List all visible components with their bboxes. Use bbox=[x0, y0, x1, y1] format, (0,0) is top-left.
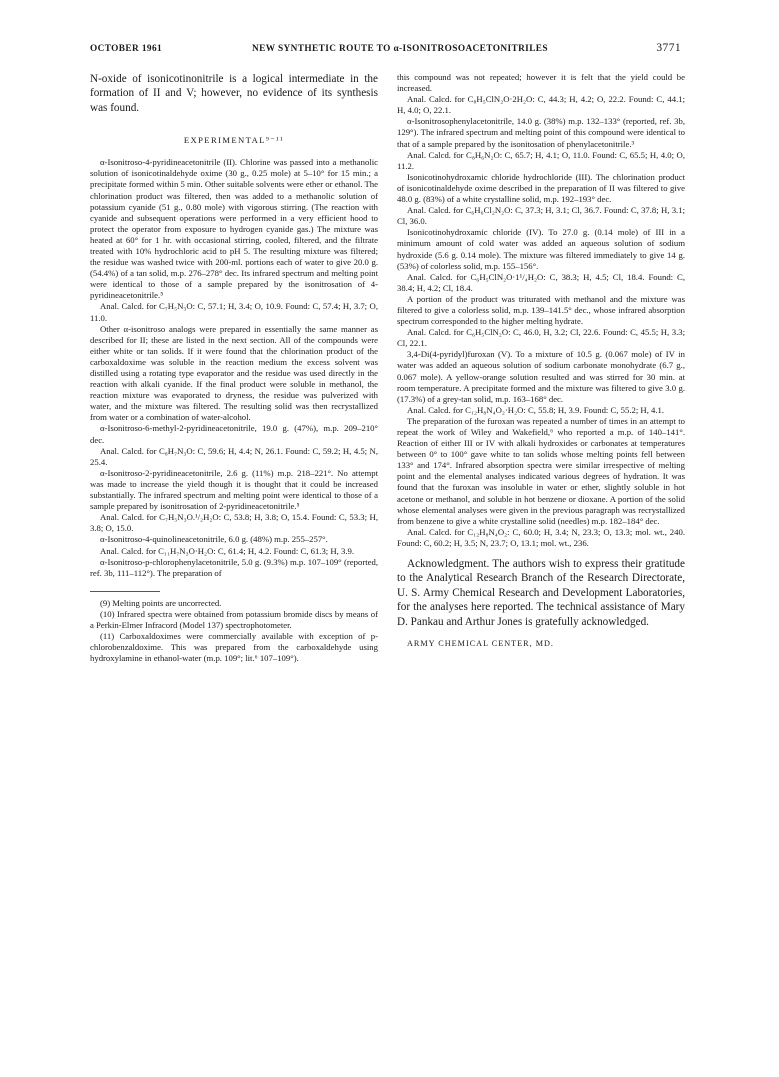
header-title: NEW SYNTHETIC ROUTE TO α-ISONITROSOACETONITRILES bbox=[252, 44, 548, 54]
intro-paragraph: N-oxide of isonicotinonitrile is a logical intermediate in the formation of II and V; however, no evidence of its synthesis was found. bbox=[90, 73, 378, 114]
paragraph: Other α-isonitroso analogs were prepared in essentially the same manner as described for II; these are listed in the next section. All of the compounds were either white or tan solids. If it were found that the chlorination product of the carboxaldoxime was soluble in the reaction medium the excess solvent was distilled using a rotating type evaporator and the residue was used directly in the reaction with alkali cyanide. If the final product were soluble in methanol, the reaction mixture was evaporated to dryness, the residue was pulverized with water, and the mixture was filtered. The resulting solid was then recrystallized from water or a combination of water-alcohol. bbox=[90, 323, 378, 423]
paragraph: The preparation of the furoxan was repeated a number of times in an attempt to repeat the work of Wiley and Wakefield,⁶ who reported a m.p. of 140–141°. Reaction of either III or IV with alkali hydroxides or carbonates at temperatures between 0° to 100° gave white to tan solids whose melting points fell between 133° and 174°. Infrared absorption spectra were similar irrespective of melting point and the elemental analyses indicated various degrees of hydration. It was found that the furoxan was insoluble in water or ether, slightly soluble in hot acetone or methanol, and soluble in hot benzene or dioxane. A portion of the solid whose elemental analyses were given in the previous paragraph was recrystallized from benzene to give a white crystalline solid (needles) m.p. 182–184° dec. bbox=[397, 415, 685, 526]
paragraph: Anal. Calcd. for C₆H₅ClN₂O: C, 46.0, H, 3.2; Cl, 22.6. Found: C, 45.5; H, 3.3; Cl, 22.1. bbox=[397, 327, 685, 349]
section-heading: EXPERIMENTAL⁹⁻¹¹ bbox=[183, 135, 285, 146]
running-header bbox=[90, 42, 681, 58]
left-column bbox=[90, 72, 378, 664]
footnote: (9) Melting points are uncorrected. bbox=[100, 597, 222, 608]
footnote-rule bbox=[90, 591, 160, 592]
paragraph: Anal. Calcd. for C₁₂H₈N₄O₂: C, 60.0; H, 3.4; N, 23.3; O, 13.3; mol. wt., 240. Found: C, 60.2; H, 3.5; N, 23.7; O, 13.1; mol. wt., 236. bbox=[397, 526, 685, 548]
paragraph: Anal. Calcd. for C₈H₅ClN₂O·2H₂O: C, 44.3; H, 4.2; O, 22.2. Found: C, 44.1; H, 4.0; O, 22.1. bbox=[397, 94, 685, 116]
paragraph: Isonicotinohydroxamic chloride (IV). To 27.0 g. (0.14 mole) of III in a minimum amount of cold water was added an aqueous solution of sodium hydroxide (5.6 g. 0.14 mole). The mixture was filtered immediately to give 14 g. (53%) of colorless solid, m.p. 155–156°. bbox=[397, 227, 685, 271]
page-number: 3771 bbox=[656, 42, 681, 54]
affiliation: ARMY CHEMICAL CENTER, MD. bbox=[407, 639, 554, 649]
paragraph: α-Isonitroso-4-pyridineacetonitrile (II). Chlorine was passed into a methanolic solution of isonicotinaldehyde oxime (30 g., 0.25 mole) at 5–10° for 15 min.; a precipitate formed within 5 min. Other suitable solvents were ether or ethanol. The chlorination product was filtered, then was added to a methanolic solution of potassium cyanide (51 g., 0.80 mole) with vigorous stirring. (The reaction with cyanide and subsequent operations were performed in a very efficient hood to protect the operator from exposure to hydrogen cyanide gas.) The mixture was heated at 60° for 1 hr. with occasional stirring, cooled, filtered, and the filtrate treated with 10% hydrochloric acid to pH 5. The resulting mixture was filtered; the residue was washed twice with 200-ml. portions each of water to give 20.0 g. (54.4%) of a tan solid, m.p. 276–278° dec. Its infrared spectrum and melting point were identical to those of a sample prepared by the isonitrosation of 4-pyridineacetonitrile.⁵ bbox=[90, 157, 378, 301]
acknowledgment: Acknowledgment. The authors wish to express their gratitude to the Analytical Research Branch of the Research Directorate, U. S. Army Chemical Research and Development Laboratories, for the analyses here reported. The technical assistance of Mary D. Pankau and Arthur Jones is gratefully acknowledged. bbox=[397, 558, 685, 628]
paragraph: this compound was not repeated; however it is felt that the yield could be increased. bbox=[397, 72, 685, 94]
header-date: OCTOBER 1961 bbox=[90, 44, 163, 54]
paragraph: Anal. Calcd. for C₁₂H₈N₄O₂·H₂O: C, 55.8; H, 3.9. Found: C, 55.2; H, 4.1. bbox=[407, 404, 665, 415]
paragraph: Anal. Calcd. for C₇H₅N₃O: C, 57.1; H, 3.4; O, 10.9. Found: C, 57.4; H, 3.7; O, 11.0. bbox=[90, 301, 378, 323]
footnote: (10) Infrared spectra were obtained from potassium bromide discs by means of a Perkin-Elmer Infracord (Model 137) spectrophotometer. bbox=[90, 608, 378, 630]
paragraph: α-Isonitroso-2-pyridineacetonitrile, 2.6 g. (11%) m.p. 218–221°. No attempt was made to increase the yield though it is thought that it could be increased substantially. The infrared spectrum and melting point were identical to those of a sample prepared by isonitrosation of 2-pyridineacetonitrile.⁵ bbox=[90, 467, 378, 512]
paragraph: A portion of the product was triturated with methanol and the mixture was filtered to give a colorless solid, m.p. 139–141.5° dec., whose infrared absorption spectrum corresponded to the higher melting hydrate. bbox=[397, 293, 685, 327]
paragraph: Anal. Calcd. for C₆H₅ClN₂O·1¹/₄H₂O: C, 38.3; H, 4.5; Cl, 18.4. Found: C, 38.4; H, 4.2; Cl, 18.4. bbox=[397, 271, 685, 293]
paragraph: α-Isonitroso-4-quinolineacetonitrile, 6.0 g. (48%) m.p. 255–257°. bbox=[100, 534, 328, 545]
paragraph: Anal. Calcd. for C₆H₆Cl₂N₂O: C, 37.3; H, 3.1; Cl, 36.7. Found: C, 37.8; H, 3.1; Cl, 36.0. bbox=[397, 205, 685, 227]
paragraph: 3,4-Di(4-pyridyl)furoxan (V). To a mixture of 10.5 g. (0.067 mole) of IV in water was added an aqueous solution of sodium carbonate monohydrate (6.7 g., 0.067 mole). A yellow-orange solution resulted and was stirred for 30 min. at room temperature. A precipitate formed and the mixture was filtered to give 3.0 g. (17.3%) of a grey-tan solid, m.p. 163–168° dec. bbox=[397, 349, 685, 404]
paragraph: Anal. Calcd. for C₁₁H₇N₃O·H₂O: C, 61.4; H, 4.2. Found: C, 61.3; H, 3.9. bbox=[100, 545, 355, 556]
paragraph: α-Isonitroso-p-chlorophenylacetonitrile, 5.0 g. (9.3%) m.p. 107–109° (reported, ref. 3b, 111–112°). The preparation of bbox=[90, 556, 378, 578]
paragraph: Anal. Calcd. for C₈H₆N₂O: C, 65.7; H, 4.1; O, 11.0. Found: C, 65.5; H, 4.0; O, 11.2. bbox=[397, 149, 685, 171]
right-column bbox=[397, 72, 685, 648]
paragraph: Anal. Calcd. for C₇H₅N₃O.¹/₂H₂O: C, 53.8; H, 3.8; O, 15.4. Found: C, 53.3; H, 3.8; O, 15.0. bbox=[90, 512, 378, 534]
paragraph: Isonicotinohydroxamic chloride hydrochloride (III). The chlorination product of isonicotinaldehyde oxime described in the preparation of II was filtered to give 48.0 g. (83%) of a white crystalline solid, m.p. 192–193° dec. bbox=[397, 171, 685, 205]
paragraph: α-Isonitroso-6-methyl-2-pyridineacetonitrile, 19.0 g. (47%), m.p. 209–210° dec. bbox=[90, 423, 378, 445]
footnote: (11) Carboxaldoximes were commercially available with exception of p-chlorobenzaldoxime. This was prepared from the carboxaldehyde using hydroxylamine in ethanol-water (m.p. 109°; lit.⁶ 107–109°). bbox=[90, 631, 378, 664]
paragraph: α-Isonitrosophenylacetonitrile, 14.0 g. (38%) m.p. 132–133° (reported, ref. 3b, 129°). The infrared spectrum and melting point of this compound were identical to that of a sample prepared by the isonitosation of phenylacetonitrile.³ bbox=[397, 116, 685, 149]
paragraph: Anal. Calcd. for C₈H₇N₃O: C, 59.6; H, 4.4; N, 26.1. Found: C, 59.2; H, 4.5; N, 25.4. bbox=[90, 445, 378, 467]
